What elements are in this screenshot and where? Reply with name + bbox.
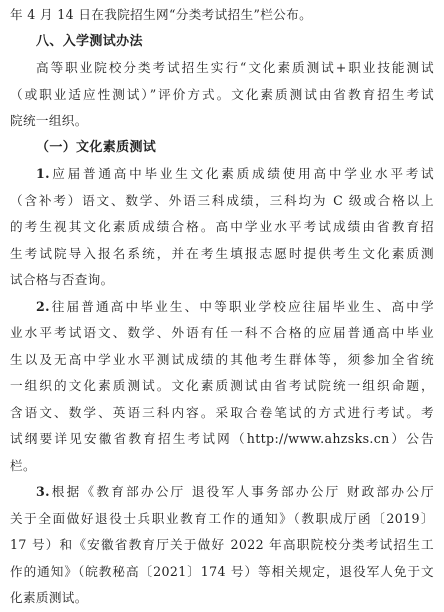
paragraph-line: 的考生视其文化素质成绩合格。高中学业水平考试成绩由省教育招: [10, 219, 434, 234]
paragraph-line: 一组织的文化素质测试。文化素质测试由省考试院统一组织命题，: [10, 378, 434, 393]
paragraph-line: 试纲要详见安徽省教育招生考试网（http://www.ahzsks.cn）公告: [10, 431, 434, 446]
item-number: 1.: [36, 166, 50, 181]
paragraph-line: 作的通知》（皖教秘高〔2021〕174 号）等相关规定，退役军人免于文: [10, 563, 434, 579]
paragraph-line: 17 号）和《安徽省教育厅关于做好 2022 年高职院校分类考试招生工: [10, 537, 434, 552]
item-text: 根据《教育部办公厅 退役军人事务部办公厅 财政部办公厅: [49, 484, 434, 499]
paragraph-line: 生以及无高中学业水平测试成绩的其他考生群体等，须参加全省统: [10, 351, 434, 367]
item-number: 3.: [36, 484, 50, 499]
paragraph-line: 生考试院导入报名系统，并在考生填报志愿时提供考生文化素质测: [10, 245, 434, 261]
section-heading: （一）文化素质测试: [36, 139, 157, 155]
item-text: 应届普通高中毕业生文化素质成绩使用高中学业水平考试: [49, 166, 434, 181]
paragraph-line: （含补考）语文、数学、外语三科成绩，三科均为 C 级或合格以上: [10, 192, 434, 208]
numbered-item-line: [10, 294, 434, 321]
item-number: 2.: [36, 298, 50, 314]
numbered-item-line: [10, 161, 434, 188]
paragraph-line: 年 4 月 14 日在我院招生网“分类考试招生”栏公布。: [10, 7, 313, 22]
paragraph-line: 高等职业院校分类考试招生实行“文化素质测试+职业技能测试: [36, 60, 434, 75]
numbered-item-line: [10, 479, 434, 506]
paragraph-line: （或职业适应性测试）”评价方式。文化素质测试由省教育招生考试: [10, 86, 434, 102]
paragraph-line: 试合格与否查询。: [10, 272, 114, 287]
paragraph-line: 业水平考试语文、数学、外语有任一科不合格的应届普通高中毕业: [10, 325, 434, 340]
section-heading: 八、入学测试办法: [36, 33, 143, 49]
paragraph-line: 化素质测试。: [10, 590, 88, 605]
paragraph-line: 含语文、数学、英语三科内容。采取合卷笔试的方式进行考试。考: [10, 404, 434, 420]
paragraph-line: 关于全面做好退役士兵职业教育工作的通知》（教职成厅函〔2019〕: [10, 510, 434, 526]
paragraph-line: 院统一组织。: [10, 113, 88, 128]
item-text: 往届普通高中毕业生、中等职业学校应往届毕业生、高中学: [49, 298, 434, 314]
paragraph-line: 栏。: [10, 457, 36, 473]
